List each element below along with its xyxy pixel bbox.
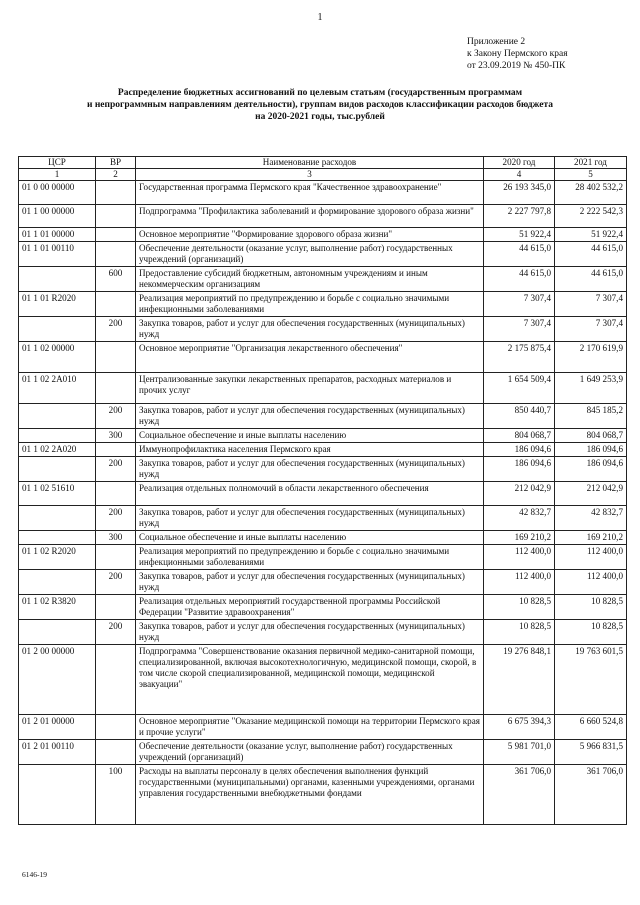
row-amount-2021: 112 400,0 xyxy=(555,570,627,595)
row-amount-2021: 2 170 619,9 xyxy=(555,342,627,373)
header-2021: 2021 год xyxy=(555,157,627,169)
row-csr-code: 01 0 00 00000 xyxy=(19,181,96,205)
row-amount-2021: 44 615,0 xyxy=(555,242,627,267)
row-expense-name: Закупка товаров, работ и услуг для обеспечения государственных (муниципальных) нужд xyxy=(136,570,484,595)
row-amount-2020: 2 175 875,4 xyxy=(484,342,555,373)
row-amount-2021: 51 922,4 xyxy=(555,228,627,242)
table-row xyxy=(19,181,627,205)
row-csr-code: 01 1 01 00110 xyxy=(19,242,96,267)
row-vr-code: 200 xyxy=(96,457,136,482)
row-amount-2021: 112 400,0 xyxy=(555,545,627,570)
row-csr-code xyxy=(19,620,96,645)
column-number: 3 xyxy=(136,169,484,181)
column-number: 4 xyxy=(484,169,555,181)
row-amount-2020: 26 193 345,0 xyxy=(484,181,555,205)
row-expense-name: Реализация отдельных полномочий в области лекарственного обеспечения xyxy=(136,482,484,506)
row-amount-2021: 845 185,2 xyxy=(555,404,627,429)
column-number: 1 xyxy=(19,169,96,181)
row-amount-2021: 6 660 524,8 xyxy=(555,715,627,740)
table-row xyxy=(19,404,627,429)
row-vr-code xyxy=(96,443,136,457)
row-expense-name: Основное мероприятие "Оказание медицинской помощи на территории Пермского края и прочие услуги" xyxy=(136,715,484,740)
column-number: 2 xyxy=(96,169,136,181)
row-amount-2020: 112 400,0 xyxy=(484,545,555,570)
header-name: Наименование расходов xyxy=(136,157,484,169)
row-amount-2020: 2 227 797,8 xyxy=(484,205,555,228)
row-vr-code xyxy=(96,545,136,570)
row-csr-code: 01 1 02 R2020 xyxy=(19,545,96,570)
row-expense-name: Подпрограмма "Профилактика заболеваний и формирование здорового образа жизни" xyxy=(136,205,484,228)
table-row xyxy=(19,531,627,545)
row-csr-code: 01 2 01 00000 xyxy=(19,715,96,740)
header-2020: 2020 год xyxy=(484,157,555,169)
table-row xyxy=(19,740,627,765)
row-vr-code: 600 xyxy=(96,267,136,292)
row-expense-name: Обеспечение деятельности (оказание услуг, выполнение работ) государственных учреждений (организаций) xyxy=(136,242,484,267)
appendix-reference xyxy=(467,36,568,72)
header-csr: ЦСР xyxy=(19,157,96,169)
row-vr-code: 200 xyxy=(96,317,136,342)
row-vr-code: 200 xyxy=(96,570,136,595)
row-vr-code: 200 xyxy=(96,404,136,429)
row-amount-2021: 10 828,5 xyxy=(555,620,627,645)
row-csr-code: 01 1 01 00000 xyxy=(19,228,96,242)
row-vr-code xyxy=(96,228,136,242)
row-expense-name: Обеспечение деятельности (оказание услуг, выполнение работ) государственных учреждений (организаций) xyxy=(136,740,484,765)
row-csr-code xyxy=(19,506,96,531)
row-csr-code: 01 1 02 2А020 xyxy=(19,443,96,457)
row-expense-name: Иммунопрофилактика населения Пермского края xyxy=(136,443,484,457)
row-amount-2020: 6 675 394,3 xyxy=(484,715,555,740)
table-row xyxy=(19,242,627,267)
table-row xyxy=(19,457,627,482)
row-csr-code: 01 1 02 00000 xyxy=(19,342,96,373)
row-amount-2020: 5 981 701,0 xyxy=(484,740,555,765)
table-row xyxy=(19,429,627,443)
row-csr-code xyxy=(19,570,96,595)
row-expense-name: Закупка товаров, работ и услуг для обеспечения государственных (муниципальных) нужд xyxy=(136,457,484,482)
row-amount-2020: 42 832,7 xyxy=(484,506,555,531)
table-row xyxy=(19,595,627,620)
row-amount-2021: 1 649 253,9 xyxy=(555,373,627,404)
row-vr-code xyxy=(96,482,136,506)
table-row xyxy=(19,645,627,715)
document-code: 6146-19 xyxy=(22,870,47,879)
row-expense-name: Закупка товаров, работ и услуг для обеспечения государственных (муниципальных) нужд xyxy=(136,404,484,429)
header-vr: ВР xyxy=(96,157,136,169)
table-row xyxy=(19,228,627,242)
row-vr-code: 200 xyxy=(96,506,136,531)
table-row xyxy=(19,545,627,570)
row-amount-2021: 804 068,7 xyxy=(555,429,627,443)
row-amount-2020: 212 042,9 xyxy=(484,482,555,506)
budget-table xyxy=(18,156,627,825)
row-amount-2020: 361 706,0 xyxy=(484,765,555,825)
row-vr-code: 300 xyxy=(96,429,136,443)
row-vr-code xyxy=(96,292,136,317)
column-number: 5 xyxy=(555,169,627,181)
row-amount-2021: 5 966 831,5 xyxy=(555,740,627,765)
table-row xyxy=(19,373,627,404)
table-row xyxy=(19,292,627,317)
row-amount-2020: 19 276 848,1 xyxy=(484,645,555,715)
row-expense-name: Подпрограмма "Совершенствование оказания первичной медико-санитарной помощи, специализированной, включая высокотехнологичную, медицинской помощи, скорой, в том числе скорой специализированной, медицинской помощи, медицинской эвакуации" xyxy=(136,645,484,715)
column-number-row xyxy=(19,169,627,181)
row-expense-name: Социальное обеспечение и иные выплаты населению xyxy=(136,429,484,443)
row-amount-2021: 186 094,6 xyxy=(555,443,627,457)
page-number: 1 xyxy=(317,12,323,23)
row-expense-name: Расходы на выплаты персоналу в целях обеспечения выполнения функций государственными (муниципальными) органами, казенными учреждениями, органами управления государственными внебюджетными фондами xyxy=(136,765,484,825)
row-expense-name: Реализация мероприятий по предупреждению и борьбе с социально значимыми инфекционными заболеваниями xyxy=(136,292,484,317)
row-amount-2021: 10 828,5 xyxy=(555,595,627,620)
heading-line-3: на 2020-2021 годы, тыс.рублей xyxy=(255,112,385,122)
row-csr-code: 01 2 00 00000 xyxy=(19,645,96,715)
table-row xyxy=(19,482,627,506)
table-row xyxy=(19,765,627,825)
row-vr-code xyxy=(96,342,136,373)
row-amount-2020: 112 400,0 xyxy=(484,570,555,595)
row-expense-name: Социальное обеспечение и иные выплаты населению xyxy=(136,531,484,545)
row-amount-2020: 1 654 509,4 xyxy=(484,373,555,404)
row-vr-code xyxy=(96,242,136,267)
table-row xyxy=(19,443,627,457)
row-vr-code xyxy=(96,595,136,620)
table-row xyxy=(19,715,627,740)
row-expense-name: Основное мероприятие "Формирование здорового образа жизни" xyxy=(136,228,484,242)
table-row xyxy=(19,317,627,342)
row-vr-code xyxy=(96,740,136,765)
appendix-date: от 23.09.2019 № 450-ПК xyxy=(467,61,566,71)
row-csr-code: 01 1 01 R2020 xyxy=(19,292,96,317)
row-csr-code xyxy=(19,267,96,292)
row-vr-code xyxy=(96,205,136,228)
row-amount-2020: 51 922,4 xyxy=(484,228,555,242)
row-amount-2020: 186 094,6 xyxy=(484,457,555,482)
table-row xyxy=(19,506,627,531)
row-vr-code: 200 xyxy=(96,620,136,645)
row-amount-2020: 10 828,5 xyxy=(484,620,555,645)
row-csr-code xyxy=(19,531,96,545)
row-csr-code xyxy=(19,765,96,825)
row-amount-2020: 7 307,4 xyxy=(484,317,555,342)
row-csr-code xyxy=(19,457,96,482)
row-expense-name: Закупка товаров, работ и услуг для обеспечения государственных (муниципальных) нужд xyxy=(136,620,484,645)
row-amount-2021: 212 042,9 xyxy=(555,482,627,506)
row-vr-code xyxy=(96,645,136,715)
row-amount-2021: 2 222 542,3 xyxy=(555,205,627,228)
row-expense-name: Закупка товаров, работ и услуг для обеспечения государственных (муниципальных) нужд xyxy=(136,506,484,531)
row-expense-name: Реализация мероприятий по предупреждению и борьбе с социально значимыми инфекционными заболеваниями xyxy=(136,545,484,570)
row-csr-code: 01 1 02 R3820 xyxy=(19,595,96,620)
row-amount-2021: 7 307,4 xyxy=(555,292,627,317)
row-csr-code: 01 1 02 51610 xyxy=(19,482,96,506)
heading-line-1: Распределение бюджетных ассигнований по целевым статьям (государственным программам xyxy=(117,88,523,98)
row-amount-2020: 804 068,7 xyxy=(484,429,555,443)
row-csr-code xyxy=(19,404,96,429)
row-amount-2021: 361 706,0 xyxy=(555,765,627,825)
appendix-title: Приложение 2 xyxy=(467,37,526,47)
row-amount-2020: 850 440,7 xyxy=(484,404,555,429)
row-amount-2021: 42 832,7 xyxy=(555,506,627,531)
row-csr-code: 01 2 01 00110 xyxy=(19,740,96,765)
row-amount-2020: 44 615,0 xyxy=(484,267,555,292)
appendix-law: к Закону Пермского края xyxy=(467,49,568,59)
table-row xyxy=(19,570,627,595)
row-expense-name: Закупка товаров, работ и услуг для обеспечения государственных (муниципальных) нужд xyxy=(136,317,484,342)
row-csr-code xyxy=(19,317,96,342)
row-csr-code: 01 1 02 2А010 xyxy=(19,373,96,404)
row-csr-code xyxy=(19,429,96,443)
row-expense-name: Государственная программа Пермского края "Качественное здравоохранение" xyxy=(136,181,484,205)
row-vr-code: 300 xyxy=(96,531,136,545)
document-heading xyxy=(20,87,620,123)
row-amount-2020: 10 828,5 xyxy=(484,595,555,620)
table-row xyxy=(19,620,627,645)
table-header-row xyxy=(19,157,627,169)
table-row xyxy=(19,205,627,228)
row-amount-2021: 7 307,4 xyxy=(555,317,627,342)
row-amount-2020: 186 094,6 xyxy=(484,443,555,457)
row-amount-2021: 186 094,6 xyxy=(555,457,627,482)
row-amount-2021: 28 402 532,2 xyxy=(555,181,627,205)
row-amount-2021: 19 763 601,5 xyxy=(555,645,627,715)
row-amount-2021: 169 210,2 xyxy=(555,531,627,545)
heading-line-2: и непрограммным направлениям деятельности), группам видов расходов классификации расходов бюджета xyxy=(86,100,554,110)
row-vr-code xyxy=(96,181,136,205)
row-expense-name: Централизованные закупки лекарственных препаратов, расходных материалов и прочих услуг xyxy=(136,373,484,404)
table-row xyxy=(19,267,627,292)
row-vr-code xyxy=(96,373,136,404)
row-expense-name: Предоставление субсидий бюджетным, автономным учреждениям и иным некоммерческим организациям xyxy=(136,267,484,292)
row-vr-code: 100 xyxy=(96,765,136,825)
row-expense-name: Реализация отдельных мероприятий государственной программы Российской Федерации "Развитие здравоохранения" xyxy=(136,595,484,620)
row-vr-code xyxy=(96,715,136,740)
row-amount-2020: 169 210,2 xyxy=(484,531,555,545)
row-amount-2021: 44 615,0 xyxy=(555,267,627,292)
row-amount-2020: 44 615,0 xyxy=(484,242,555,267)
table-row xyxy=(19,342,627,373)
row-csr-code: 01 1 00 00000 xyxy=(19,205,96,228)
row-amount-2020: 7 307,4 xyxy=(484,292,555,317)
row-expense-name: Основное мероприятие "Организация лекарственного обеспечения" xyxy=(136,342,484,373)
